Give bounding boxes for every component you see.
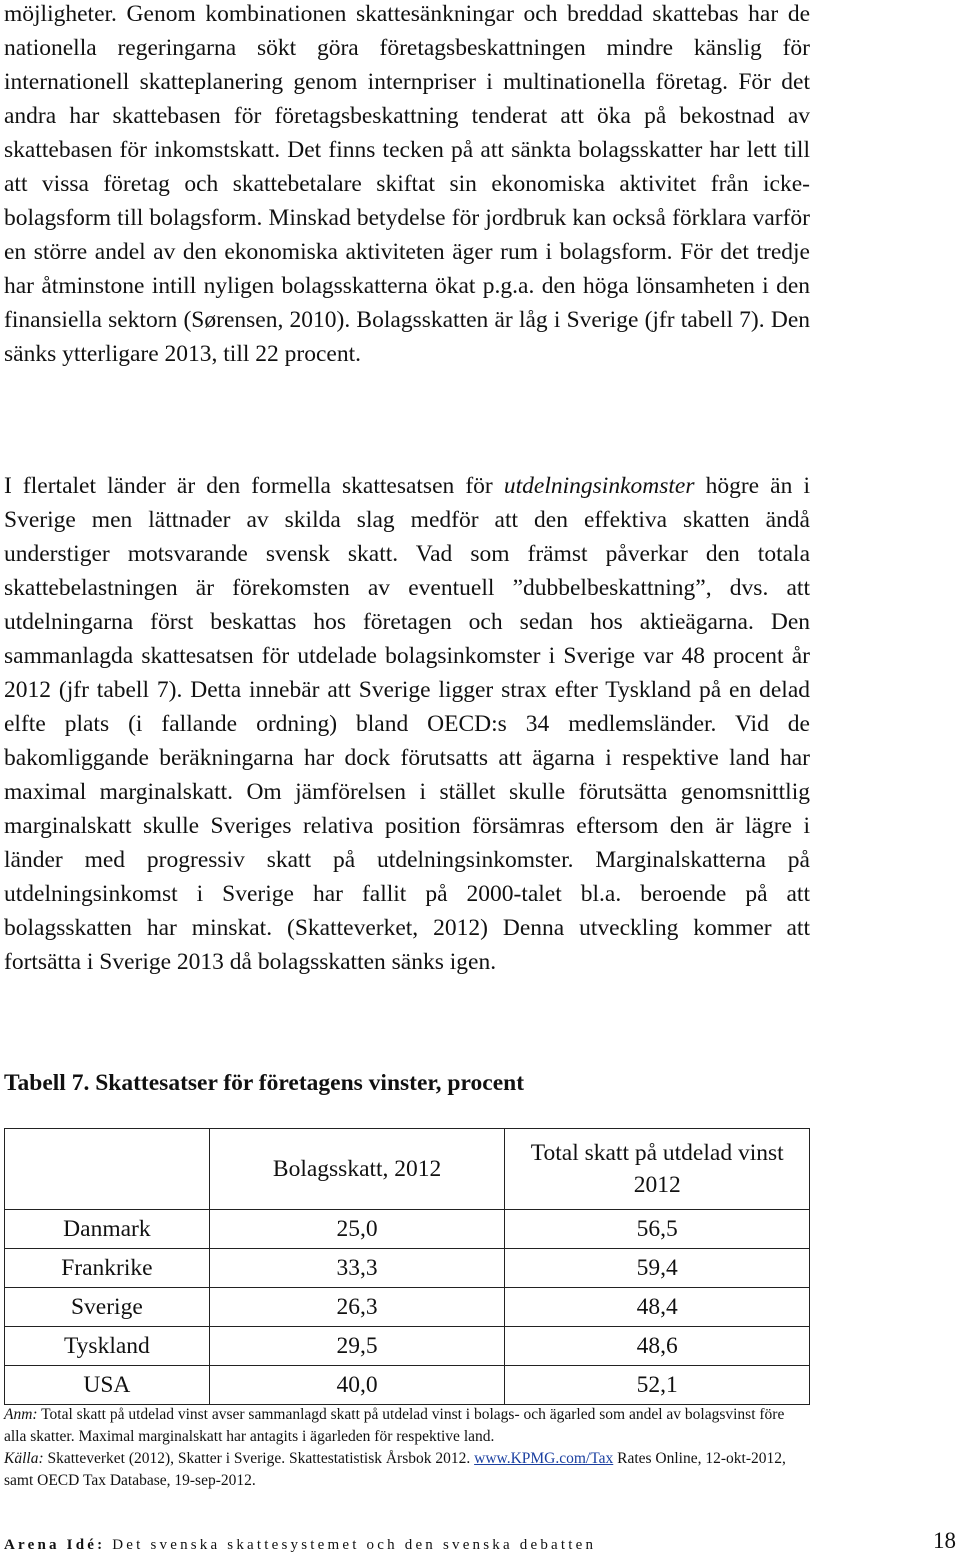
table-row	[5, 1249, 810, 1288]
source-text: Skatteverket (2012), Skatter i Sverige. Skattestatistisk Årsbok 2012.	[43, 1450, 475, 1467]
table-cell-value: 26,3	[209, 1288, 505, 1327]
paragraph-2-rest: högre än i Sverige men lättnader av skilda slag medför att den effektiva skatten ändå understiger motsvarande svensk skatt. Vad som främst påverkar den totala skattebelastningen är förekomsten av eventuell ”dubbelbeskattning”, dvs. att utdelningarna först beskattas hos företagen och sedan hos aktieägarna. Den sammanlagda skattesatsen för utdelade bolagsinkomster i Sverige var 48 procent år 2012 (jfr tabell 7). Detta innebär att Sverige ligger strax efter Tyskland på en delad elfte plats (i fallande ordning) bland OECD:s 34 medlemsländer. Vid de bakomliggande beräkningarna har dock förutsatts att ägarna i respektive land har maximal marginalskatt. Om jämförelsen i stället skulle förutsätta genomsnittlig marginalskatt skulle Sveriges relativa position försämras eftersom den är lägre i länder med progressiv skatt på utdelningsinkomster. Marginalskatterna på utdelningsinkomst i Sverige har fallit på 2000-talet bl.a. beroende på att bolagsskatten har minskat. (Skatteverket, 2012) Denna utveckling kommer att fortsätta i Sverige 2013 då bolagsskatten sänks igen.	[4, 473, 810, 975]
page-number: 18	[933, 1528, 956, 1553]
table-caption: Tabell 7. Skattesatser för företagens vinster, procent	[4, 1070, 525, 1096]
table-cell-value: 33,3	[209, 1249, 505, 1288]
table-header-cell	[5, 1129, 210, 1210]
table-cell-value: 25,0	[209, 1210, 505, 1249]
table-cell-value: 48,4	[505, 1288, 810, 1327]
table-cell-value: 52,1	[505, 1366, 810, 1405]
table-cell-value: 40,0	[209, 1366, 505, 1405]
tax-rates-table	[4, 1128, 810, 1405]
table-cell-value: 48,6	[505, 1327, 810, 1366]
table-cell-value: 59,4	[505, 1249, 810, 1288]
table-cell-country: Tyskland	[5, 1327, 210, 1366]
table-source	[4, 1448, 810, 1492]
table-row	[5, 1327, 810, 1366]
note-label: Anm:	[4, 1406, 38, 1423]
source-link[interactable]: www.KPMG.com/Tax	[474, 1450, 614, 1467]
table-cell-value: 56,5	[505, 1210, 810, 1249]
table-note	[4, 1404, 810, 1448]
table-row	[5, 1366, 810, 1405]
table-cell-country: Frankrike	[5, 1249, 210, 1288]
source-label: Källa:	[4, 1450, 44, 1467]
paragraph-2-italic-term: utdelningsinkomster	[503, 473, 695, 499]
source-text-continued: Rates Online, 12-okt-2012, samt OECD Tax Database, 19-sep-2012.	[4, 1450, 786, 1489]
table-header-cell: Total skatt på utdelad vinst 2012	[505, 1129, 810, 1210]
table-cell-value: 29,5	[209, 1327, 505, 1366]
page-footer	[4, 1537, 596, 1554]
table-cell-country: Danmark	[5, 1210, 210, 1249]
table-row	[5, 1210, 810, 1249]
body-paragraph-2	[4, 469, 810, 979]
table-header-row	[5, 1129, 810, 1210]
table-header-cell: Bolagsskatt, 2012	[209, 1129, 505, 1210]
table-cell-country: Sverige	[5, 1288, 210, 1327]
table-cell-country: USA	[5, 1366, 210, 1405]
footer-title: Det svenska skattesystemet och den svenska debatten	[105, 1537, 597, 1553]
note-text: Total skatt på utdelad vinst avser sammanlagd skatt på utdelad vinst i bolags- och ägarled som andel av bolagsvinst före alla skatter. Maximal marginalskatt har antagits i ägarleden för respektive land.	[4, 1406, 785, 1445]
body-paragraph-1: möjligheter. Genom kombinationen skattesänkningar och breddad skattebas har de nationella regeringarna sökt göra företagsbeskattningen mindre känslig för internationell skatteplanering genom internpriser i multinationella företag. För det andra har skattebasen för företagsbeskattning tenderat att öka på bekostnad av skattebasen för inkomstskatt. Det finns tecken på att sänkta bolagsskatter har lett till att vissa företag och skattebetalare skiftat sin ekonomiska aktivitet från icke-bolagsform till bolagsform. Minskad betydelse för jordbruk kan också förklara varför en större andel av den ekonomiska aktiviteten äger rum i bolagsform. För det tredje har åtminstone intill nyligen bolagsskatterna ökat p.g.a. den höga lönsamheten i den finansiella sektorn (Sørensen, 2010). Bolagsskatten är låg i Sverige (jfr tabell 7). Den sänks ytterligare 2013, till 22 procent.	[4, 1, 810, 367]
paragraph-2-intro: I flertalet länder är den formella skattesatsen för	[4, 473, 504, 499]
footer-label: Arena Idé:	[4, 1537, 106, 1553]
table-row	[5, 1288, 810, 1327]
